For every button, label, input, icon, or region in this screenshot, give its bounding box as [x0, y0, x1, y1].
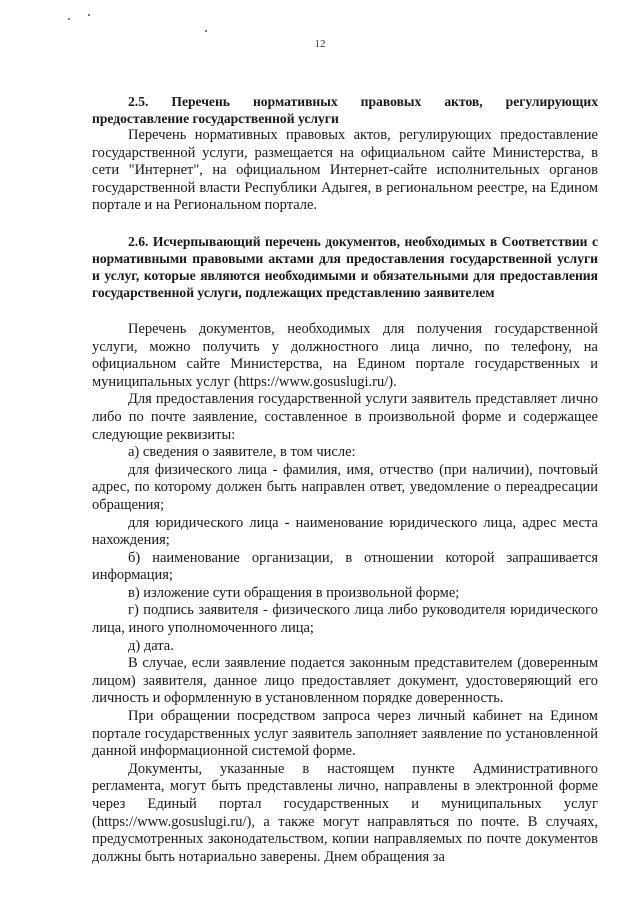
list-item: а) сведения о заявителе, в том числе:	[128, 444, 356, 461]
scan-speck	[205, 30, 207, 32]
section-heading: 2.6. Исчерпывающий перечень документов, необходимых в Соответствии с нормативными правовыми актами для предоставления государственной услуги и услуг, которые являются необходимыми и обязательными для предоставления государственной услуги, подлежащих представлению заявителем	[92, 233, 598, 300]
paragraph: Документы, указанные в настоящем пункте Административного регламента, могут быть представлены лично, направлены в электронной форме через Единый портал государственных и муниципальных услуг (https://www.gosuslugi.ru/), а также могут направляться по почте. В случаях, предусмотренных законодательством, копии направляемых по почте документов должны быть нотариально заверены. Днем обращения за	[92, 760, 598, 865]
paragraph: Перечень нормативных правовых актов, регулирующих предоставление государственной услуги, размещается на официальном сайте Министерства, в сети "Интернет", на официальном Интернет-сайте исполнительных органов государственной власти Республики Адыгея, в региональном реестре, на Едином портале и на Региональном портале.	[92, 127, 598, 214]
scan-speck	[68, 18, 70, 20]
paragraph: В случае, если заявление подается законным представителем (доверенным лицом) заявителя, данное лицо предоставляет документ, удостоверяющий его личность и оформленную в установленном порядке доверенность.	[92, 655, 598, 707]
paragraph: Для предоставления государственной услуги заявитель представляет лично либо по почте заявление, составленное в произвольной форме и содержащее следующие реквизиты:	[92, 391, 598, 443]
list-item: в) изложение сути обращения в произвольной форме;	[128, 584, 460, 601]
page-number: 12	[314, 38, 326, 50]
list-item: для физического лица - фамилия, имя, отчество (при наличии), почтовый адрес, по которому должен быть направлен ответ, уведомление о переадресации обращения;	[92, 461, 598, 513]
list-item: для юридического лица - наименование юридического лица, адрес места нахождения;	[92, 514, 598, 549]
list-item: г) подпись заявителя - физического лица либо руководителя юридического лица, иного уполномоченного лица;	[92, 602, 598, 637]
paragraph: Перечень документов, необходимых для получения государственной услуги, можно получить у должностного лица лично, по телефону, на официальном сайте Министерства, на Едином портале государственных и муниципальных услуг (https://www.gosuslugi.ru/).	[92, 320, 598, 390]
section-2-5	[92, 93, 598, 215]
list-item: б) наименование организации, в отношении которой запрашивается информация;	[92, 549, 598, 584]
scan-speck	[88, 14, 90, 16]
list-item: д) дата.	[128, 637, 174, 654]
paragraph: При обращении посредством запроса через личный кабинет на Едином портале государственных услуг заявитель заполняет заявление по установленной данной информационной системой форме.	[92, 708, 598, 760]
section-2-6	[92, 233, 598, 866]
document-body	[92, 93, 598, 866]
section-heading: 2.5. Перечень нормативных правовых актов, регулирующих предоставление государственной услуги	[92, 94, 598, 126]
